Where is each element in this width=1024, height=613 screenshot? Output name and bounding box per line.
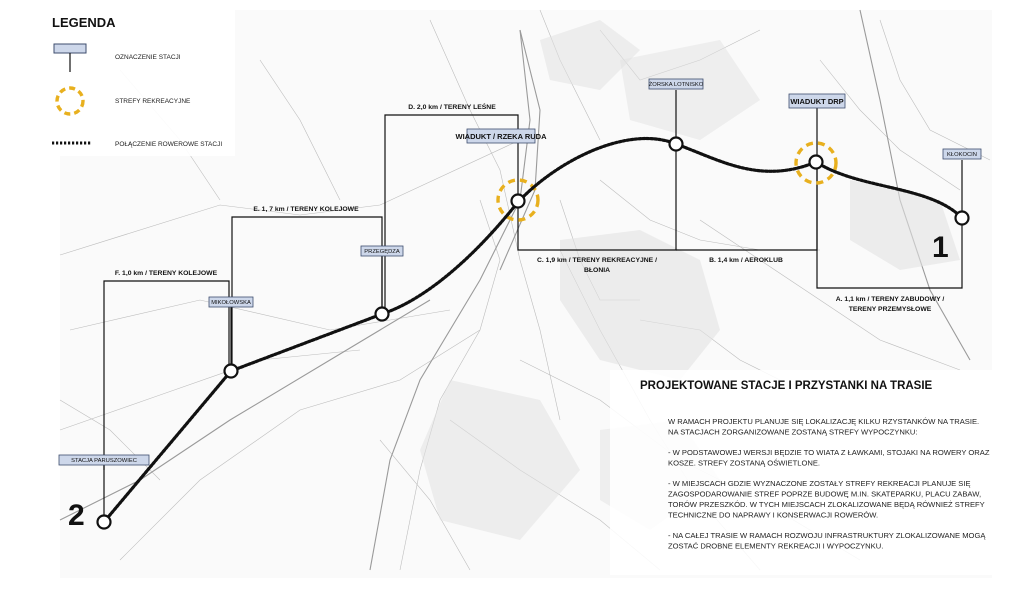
station-label-mikolowska (209, 297, 253, 307)
legend (30, 6, 235, 156)
station-node-przegedza (376, 308, 389, 321)
station-label-paruszowiec (59, 455, 149, 465)
station-label-drp (789, 94, 845, 108)
segment-label-a: A. 1,1 km / TERENY ZABUDOWY / (835, 296, 945, 303)
segment-label-e: E. 1, 7 km / TERENY KOLEJOWE (253, 206, 359, 213)
info-paragraph-line: - NA CAŁEJ TRASIE W RAMACH ROZWOJU INFRASTRUKTURY ZLOKALIZOWANE MOGĄ (668, 531, 986, 540)
station-label-rzeka-ruda (456, 129, 548, 143)
station-label-zorska (649, 79, 704, 89)
station-node-rzeka-ruda (512, 195, 525, 208)
info-paragraph-line: ZOSTAĆ DROBNE ELEMENTY REKREACJI I WYPOCZYNKU. (668, 541, 884, 551)
route-end-number: 2 (68, 499, 85, 532)
station-label-text: ŻORSKA LOTNISKO (648, 82, 704, 89)
info-paragraph-line: - W MIEJSCACH GDZIE WYZNACZONE ZOSTAŁY STREFY REKREACJI PLANUJE SIĘ (668, 479, 971, 488)
segment-label-f: F. 1,0 km / TERENY KOLEJOWE (114, 270, 218, 277)
info-paragraph-line: KOSZE. STREFY ZOSTANĄ OŚWIETLONE. (668, 458, 821, 468)
station-label-klokocin (943, 149, 981, 159)
legend-label-station: OZNACZENIE STACJI (115, 54, 181, 61)
segment-label-c: C. 1,9 km / TERENY REKREACYJNE / (537, 257, 657, 264)
station-label-text: MIKOŁOWSKA (211, 300, 251, 307)
info-paragraph-line: TECHNICZNE DO NAPRAWY I KONSERWACJI ROWERÓW. (668, 510, 879, 520)
route-start-number: 1 (932, 231, 949, 264)
info-title: PROJEKTOWANE STACJE I PRZYSTANKI NA TRASIE (640, 380, 933, 392)
info-paragraph-line: TORÓW PRZESZKÓD. W TYCH MIEJSCACH ZLOKALIZOWANE BĘDĄ RÓWNIEŻ STREFY (668, 500, 985, 509)
station-label-text: PRZEGĘDZA (364, 249, 400, 256)
legend-label-route: POŁĄCZENIE ROWEROWE STACJI (115, 141, 223, 148)
segment-label-b: B. 1,4 km / AEROKLUB (709, 257, 783, 264)
info-paragraph-line: W RAMACH PROJEKTU PLANUJE SIĘ LOKALIZACJĘ KILKU RZYSTANKÓW NA TRASIE. (668, 417, 980, 426)
segment-label-c: BŁONIA (583, 267, 611, 274)
info-paragraph-line: ZAGOSPODAROWANIE STREF POPRZE BUDOWĘ M.IN. SKATEPARKU, PLACU ZABAW, (668, 489, 982, 499)
station-label-text: KŁOKOCIN (947, 152, 977, 159)
segment-label-a: TERENY PRZEMYSŁOWE (848, 306, 932, 313)
station-node-klokocin (956, 212, 969, 225)
info-paragraph-line: - W PODSTAWOWEJ WERSJI BĘDZIE TO WIATA Z ŁAWKAMI, STOJAKI NA ROWERY ORAZ (668, 448, 990, 457)
station-label-text: STACJA PARUSZOWIEC (71, 458, 137, 465)
station-node-mikolowska (225, 365, 238, 378)
station-label-text: WIADUKT / RZEKA RUDA (455, 131, 547, 141)
info-paragraph-line: NA STACJACH ZORGANIZOWANE ZOSTANĄ STREFY WYPOCZYNKU: (668, 427, 918, 437)
legend-label-zone: STREFY REKREACYJNE (115, 98, 191, 105)
legend-title: LEGENDA (52, 15, 116, 30)
station-node-zorska (670, 138, 683, 151)
station-label-przegedza (361, 246, 403, 256)
station-label-text: WIADUKT DRP (790, 96, 844, 106)
station-node-drp (810, 156, 823, 169)
station-node-paruszowiec (98, 516, 111, 529)
segment-label-d: D. 2,0 km / TERENY LEŚNE (408, 104, 496, 111)
